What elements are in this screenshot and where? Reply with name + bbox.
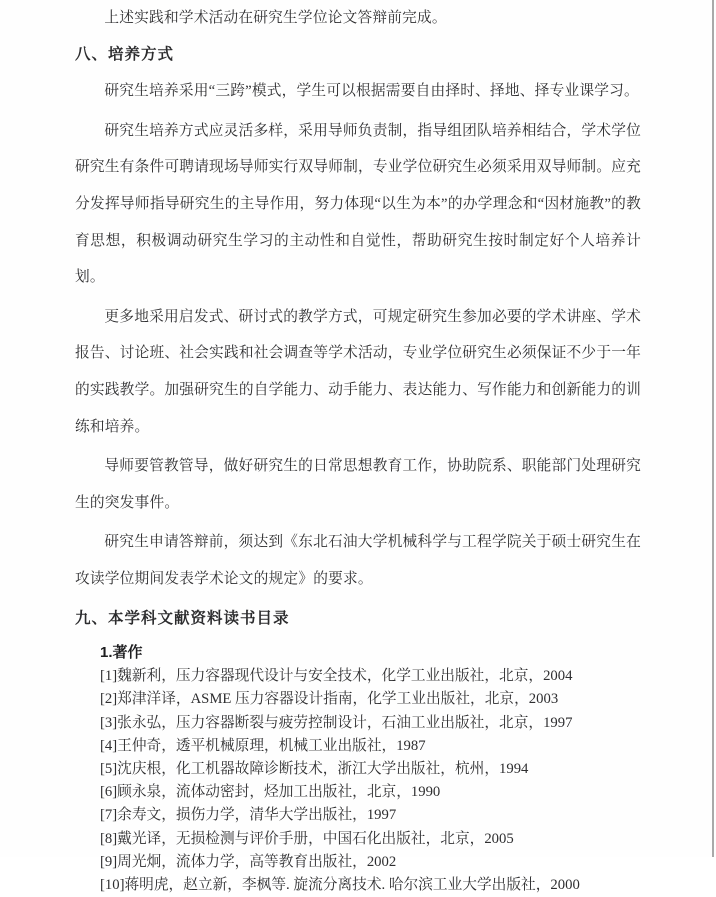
- book-entry: [10]蒋明虎，赵立新，李枫等. 旋流分离技术. 哈尔滨工业大学出版社，2000: [100, 876, 580, 893]
- paragraph: 更多地采用启发式、研讨式的教学方式，可规定研究生参加必要的学术讲座、学术报告、讨论班、社会实践和社会调查等学术活动，专业学位研究生必须保证不少于一年的实践教学。加强研究生的自学能力、动手能力、表达能力、写作能力和创新能力的训练和培养。: [75, 308, 641, 435]
- section-heading-9: 九、本学科文献资料读书目录: [75, 609, 290, 627]
- page-edge-line: [712, 0, 714, 857]
- intro-paragraph: 上述实践和学术活动在研究生学位论文答辩前完成。: [104, 10, 447, 26]
- book-entry: [1]魏新利，压力容器现代设计与安全技术，化学工业出版社，北京，2004: [100, 668, 573, 685]
- book-entry: [4]王仲奇，透平机械原理，机械工业出版社，1987: [100, 737, 426, 754]
- paragraph: 研究生培养采用“三跨”模式，学生可以根据需要自由择时、择地、择专业课学习。: [104, 83, 639, 100]
- book-entry: [8]戴光译，无损检测与评价手册，中国石化出版社，北京，2005: [100, 830, 514, 847]
- book-entry: [7]余寿文，损伤力学，清华大学出版社，1997: [100, 807, 397, 824]
- subheading-books: 1.著作: [100, 644, 143, 662]
- book-entry: [5]沈庆根，化工机器故障诊断技术，浙江大学出版社，杭州，1994: [100, 760, 529, 777]
- paragraph: 导师要管教管导，做好研究生的日常思想教育工作，协助院系、职能部门处理研究生的突发事件。: [75, 458, 641, 511]
- book-entry: [3]张永弘，压力容器断裂与疲劳控制设计，石油工业出版社，北京，1997: [100, 714, 573, 731]
- document-content: [75, 0, 641, 897]
- section-heading-8: 八、培养方式: [75, 45, 175, 63]
- book-entry: [9]周光炯，流体力学，高等教育出版社，2002: [100, 853, 397, 870]
- paragraph: 研究生培养方式应灵活多样，采用导师负责制，指导组团队培养相结合，学术学位研究生有条件可聘请现场导师实行双导师制，专业学位研究生必须采用双导师制。应充分发挥导师指导研究生的主导作用，努力体现“以生为本”的办学理念和“因材施教”的教育思想，积极调动研究生学习的主动性和自觉性，帮助研究生按时制定好个人培养计划。: [75, 122, 641, 286]
- book-entry: [6]顾永泉，流体动密封，烃加工出版社，北京，1990: [100, 784, 441, 801]
- book-list: [75, 665, 641, 897]
- book-entry: [2]郑津洋译，ASME 压力容器设计指南，化学工业出版社，北京，2003: [100, 691, 559, 708]
- paragraph: 研究生申请答辩前，须达到《东北石油大学机械科学与工程学院关于硕士研究生在攻读学位期间发表学术论文的规定》的要求。: [75, 534, 641, 587]
